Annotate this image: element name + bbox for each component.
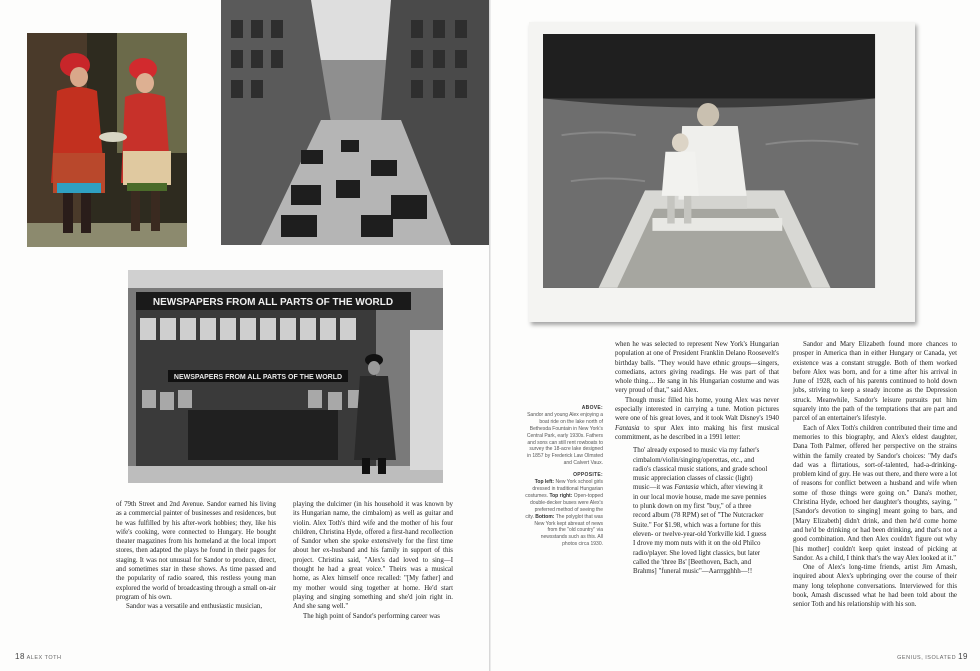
right-folio [897,652,968,661]
body-paragraph: Sandor was a versatile and enthusiastic musician, [126,603,263,611]
caption-label: Top right: [549,492,573,499]
rowboat-photo [529,22,915,322]
hungarian-girls-photo [27,33,187,247]
running-head: ALEX TOTH [26,655,62,661]
body-paragraph: Sandor and Mary Elizabeth found more chances to prosper in America than in either Hungary or Canada, yet existence was a constant struggle. Both of them worked before Alex was born, and for a time after his arrival in June of 1928, each of his parents continued to hold down jobs, striving to keep a steady income as the Depression struck. Meanwhile, Sandor's leisure pursuits put him squarely into the path of the temptations that are part and parcel of an entertainer's lifestyle. [793,341,957,423]
caption-text: The polyglot that was New York kept abreast of news from the "old country" via newsstands such as this. All photos circa 1930. [534,513,603,548]
caption-heading-above: ABOVE: [581,405,603,411]
right-page [491,0,980,671]
body-paragraph [615,396,779,442]
caption-heading-opposite: OPPOSITE: [573,472,603,479]
quote-text: Tho' already exposed to music via my father's cimbalom/violin/singing/operettas, etc., and radio's classical music stations, and grade school music appreciation classes of classic (light) music—it was [633,447,768,492]
left-page-column-2 [293,500,453,621]
right-page-column-1 [615,340,779,576]
body-paragraph: of 79th Street and 2nd Avenue. Sandor earned his living as a commercial painter of businesses and residences, but he was fulfilled by his after-work hobbies; they, like his wife's cooking, were connected to Hungary. He bought theater magazines from his homeland at the local import stores, then adapted the plays he found in their pages for staging. It was not unusual for Sandor to produce, direct, and sometimes star in these shows. As time passed and the popularity of radio soared, this restless young man explored the world of broadcasting through a small on-air program of his own. [116,501,276,601]
caption-text-above: Sandor and young Alex enjoying a boat ride on the lake north of Bethesda Fountain in New York's Central Park, early 1930s. Fathers and sons can still rent rowboats to survey the 18-acre lake designed in 1857 by Frederick Law Olmsted and Calvert Vaux. [526,411,603,467]
block-quote [633,446,769,576]
caption-text: Open-topped double-decker buses were Alex's preferred method of seeing the city. [525,492,603,520]
newsstand-photo [128,270,443,483]
body-paragraph: The high point of Sandor's performing career was [303,612,440,620]
left-page [0,0,489,671]
caption-label: Top left: [534,479,555,486]
right-page-column-2 [793,340,957,610]
new-york-street-photo [221,0,489,245]
newsstand-sign: NEWSPAPERS FROM ALL PARTS OF THE WORLD [152,297,394,308]
caption-text-opposite [525,479,603,548]
quote-text: which, after viewing it in our local movie house, made me save pennies to plunk down on my first "buy," of a three record album (78 RPM) set of "The Nutcracker Suite." For $1.98, which was a fortune for this eleven- or twelve-year-old Yorkville kid. I guess I drove my mom nuts with it on the old Philco radio/player. She loved light classics, but later called the 'three Bs' [Beethoven, Bach, and Brahms] "funeral music"—Aarrrgghhh—!! [633,484,767,576]
body-text: Though music filled his home, young Alex was never especially interested in carrying a tune. Motion pictures were one of his great loves, and it took Walt Disney's 1940 [615,396,779,423]
left-page-column-1 [116,500,276,612]
page-number: 19 [958,652,968,661]
caption-text: New York school girls dressed in traditional Hungarian costumes. [525,479,603,499]
body-paragraph: playing the dulcimer (in his household it was known by its Hungarian name, the cimbalom) as well as guitar and violin. Alex Toth's third wife and the mother of his four children, Christina Hyde, offered a first-hand recollection of Sandor when she spoke extensively for the first time about her ex-husband and his family in support of this project. Christina said, "Alex's dad loved to sing—I thought he had a great voice." Theirs was a musical home, as Alex himself once recalled: "[My father] and my mother would sing together at home. He'd start playing and singing something and she'd join right in. And she sang well." [293,501,453,611]
film-title: Fantasia [674,484,699,492]
newsstand-inner-sign: NEWSPAPERS FROM ALL PARTS OF THE WORLD [173,374,343,381]
body-paragraph: when he was selected to represent New York's Hungarian population at one of President Franklin Delano Roosevelt's birthday balls. "They would have ethnic groups—singers, comedians, actors giving readings. He was part of that whole thing.... He sang in his Hungarian costume and was very proud of that," said Alex. [615,341,779,395]
caption-label: Bottom: [535,513,555,520]
running-head: GENIUS, ISOLATED [897,655,957,661]
body-paragraph: One of Alex's long-time friends, artist Jim Amash, inquired about Alex's upbringing over the course of their many long telephone conversations. Interviewed for this book, Amash discussed what he had been told about the senior Toth and his relationship with his son. [793,564,957,609]
left-folio [15,652,62,661]
body-text: to spur Alex into making his first musical commitment, as he described in a 1991 letter: [615,424,779,441]
photo-caption [525,405,603,548]
page-number: 18 [15,652,25,661]
film-title: Fantasia [615,424,640,432]
body-paragraph: Each of Alex Toth's children contributed their time and memories to this biography, and Alex's eldest daughter, Dana Toth Palmer, offered her perspective on the strains within the family created by Sandor's choices: "My dad's dad was a flirtatious, sort-of-talented, had-a-drinking-problem kind of guy. He was out there, and there were a lot of reasons for conflict between a husband and wife when some of those things were going on." Dana's mother, Christina Hyde, echoed her daughter's thoughts, saying, "[Sandor's devotion to singing] meant going to bars, and [Mary Elizabeth] didn't drink, and then he'd come home and he'd be drinking or had been drinking, and that's not a good combination. And then Alex couldn't figure out why [his mother] couldn't keep quiet instead of picking at Sandor. As a child, I think that's the way Alex looked at it." [793,424,957,562]
